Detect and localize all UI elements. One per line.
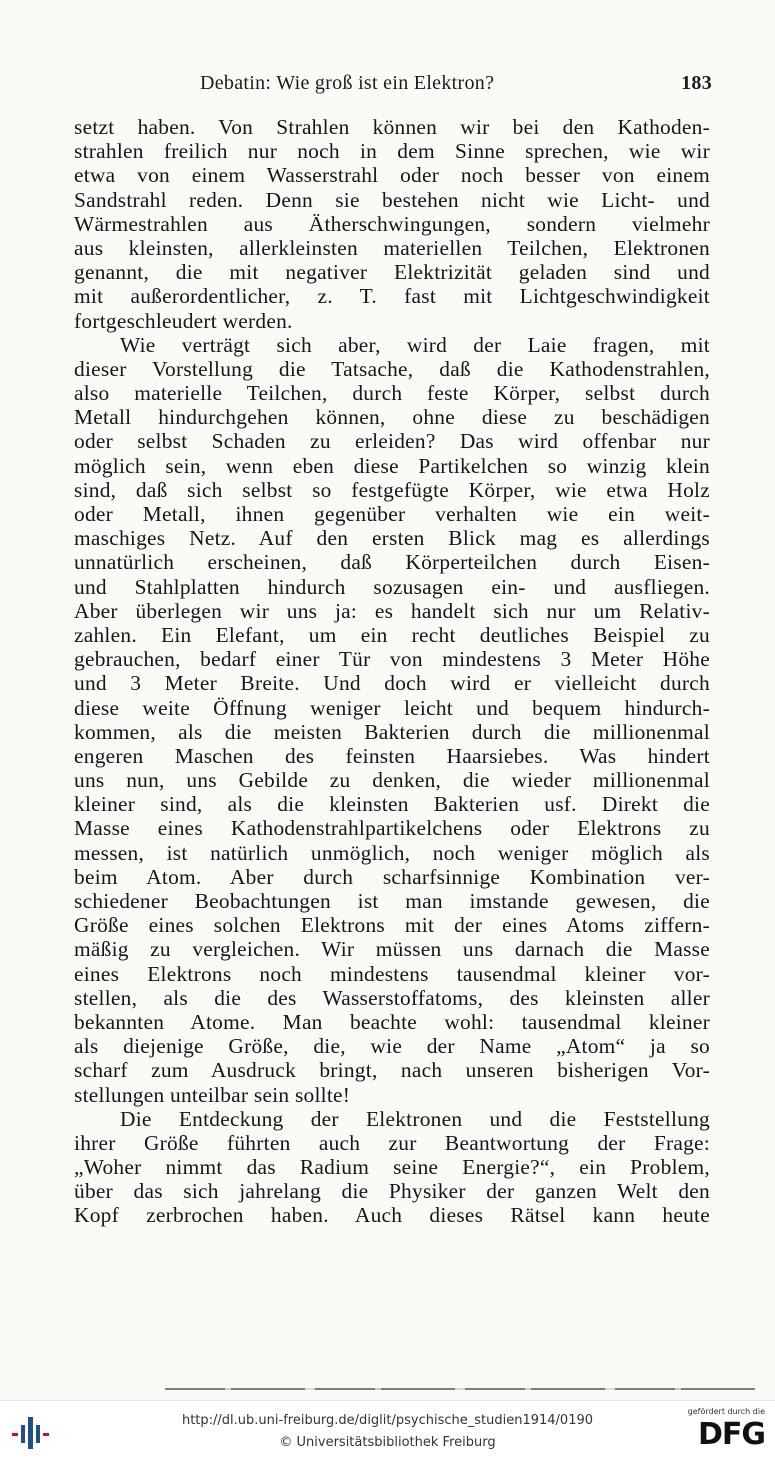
text-line: „Woher nimmt das Radium seine Energie?“, ein Problem, [74, 1155, 710, 1180]
text-line: zahlen. Ein Elefant, um ein recht deutliches Beispiel zu [74, 622, 710, 647]
dfg-wordmark: DFG [697, 1417, 765, 1452]
text-line: strahlen freilich nur noch in dem Sinne sprechen, wie wir [74, 139, 710, 164]
text-line: maschiges Netz. Auf den ersten Blick mag es allerdings [74, 526, 710, 551]
text-line: fortgeschleudert werden. [74, 308, 293, 333]
footer-bar [0, 1400, 775, 1458]
text-line: Masse eines Kathodenstrahlpartikelchens oder Elektrons zu [74, 816, 710, 841]
text-line: aus kleinsten, allerkleinsten materiellen Teilchen, Elektronen [74, 235, 710, 260]
text-line: Metall hindurchgehen können, ohne diese zu beschädigen [74, 405, 710, 430]
running-title: Debatin: Wie groß ist ein Elektron? [200, 72, 495, 94]
text-line: Sandstrahl reden. Denn sie bestehen nicht wie Licht- und [74, 187, 710, 212]
text-line: Wärmestrahlen aus Ätherschwingungen, sondern vielmehr [74, 211, 710, 236]
dfg-logo [685, 1407, 765, 1455]
text-line: dieser Vorstellung die Tatsache, daß die Kathodenstrahlen, [74, 356, 710, 381]
text-line: uns nun, uns Gebilde zu denken, die wieder millionenmal [74, 768, 710, 793]
text-line: kommen, als die meisten Bakterien durch die millionenmal [74, 719, 710, 744]
text-line: messen, ist natürlich unmöglich, noch weniger möglich als [74, 840, 710, 865]
text-line: genannt, die mit negativer Elektrizität geladen sind und [74, 260, 710, 285]
text-line: möglich sein, wenn eben diese Partikelchen so winzig klein [74, 453, 710, 478]
text-line: stellen, als die des Wasserstoffatoms, des kleinsten aller [74, 985, 710, 1010]
text-line: Wie verträgt sich aber, wird der Laie fragen, mit [120, 332, 710, 357]
text-line: unnatürlich erscheinen, daß Körperteilchen durch Eisen- [74, 550, 710, 575]
text-line: schiedener Beobachtungen ist man imstande gewesen, die [74, 889, 710, 913]
text-line: oder Metall, ihnen gegenüber verhalten wie ein weit- [74, 502, 710, 526]
scan-edge-rule [165, 1388, 755, 1390]
dfg-funding-note: gefördert durch die [687, 1407, 765, 1416]
text-line: also materielle Teilchen, durch feste Körper, selbst durch [74, 381, 710, 406]
text-line: ihrer Größe führten auch zur Beantwortung der Frage: [74, 1130, 710, 1155]
text-line: bekannten Atome. Man beachte wohl: tausendmal kleiner [74, 1009, 710, 1034]
text-line: eines Elektrons noch mindestens tausendmal kleiner vor- [74, 961, 710, 986]
text-line: stellungen unteilbar sein sollte! [74, 1082, 351, 1107]
text-line: über das sich jahrelang die Physiker der ganzen Welt den [74, 1179, 710, 1204]
text-line: engeren Maschen des feinsten Haarsiebes. Was hindert [74, 743, 710, 768]
page-number: 183 [681, 72, 712, 94]
text-line: sind, daß sich selbst so festgefügte Körper, wie etwa Holz [74, 477, 710, 502]
text-line: diese weite Öffnung weniger leicht und bequem hindurch- [74, 695, 710, 720]
text-line: als diejenige Größe, die, wie der Name „Atom“ ja so [74, 1034, 710, 1059]
text-line: Kopf zerbrochen haben. Auch dieses Rätsel kann heute [74, 1203, 710, 1228]
text-line: kleiner sind, als die kleinsten Bakterien usf. Direkt die [74, 792, 710, 817]
text-line: und Stahlplatten hindurch sozusagen ein- und ausfliegen. [74, 574, 710, 599]
text-line: etwa von einem Wasserstrahl oder noch besser von einem [74, 163, 710, 188]
text-line: oder selbst Schaden zu erleiden? Das wird offenbar nur [74, 429, 710, 454]
text-line: mit außerordentlicher, z. T. fast mit Lichtgeschwindigkeit [74, 284, 710, 309]
text-line: beim Atom. Aber durch scharfsinnige Kombination ver- [74, 864, 710, 889]
text-line: mäßig zu vergleichen. Wir müssen uns darnach die Masse [74, 937, 710, 962]
text-line: Größe eines solchen Elektrons mit der eines Atoms ziffern- [74, 913, 710, 938]
copyright-notice: © Universitätsbibliothek Freiburg [279, 1435, 496, 1450]
body-text [74, 115, 710, 1228]
text-line: und 3 Meter Breite. Und doch wird er vielleicht durch [74, 671, 710, 696]
text-line: setzt haben. Von Strahlen können wir bei den Kathoden- [74, 115, 710, 139]
source-url-link[interactable]: http://dl.ub.uni-freiburg.de/diglit/psychische_studien1914/0190 [181, 1413, 594, 1428]
text-line: Die Entdeckung der Elektronen und die Feststellung [120, 1106, 710, 1131]
text-line: gebrauchen, bedarf einer Tür von mindestens 3 Meter Höhe [74, 647, 710, 672]
text-line: scharf zum Ausdruck bringt, nach unseren bisherigen Vor- [74, 1058, 710, 1083]
text-line: Aber überlegen wir uns ja: es handelt sich nur um Relativ- [74, 598, 710, 623]
